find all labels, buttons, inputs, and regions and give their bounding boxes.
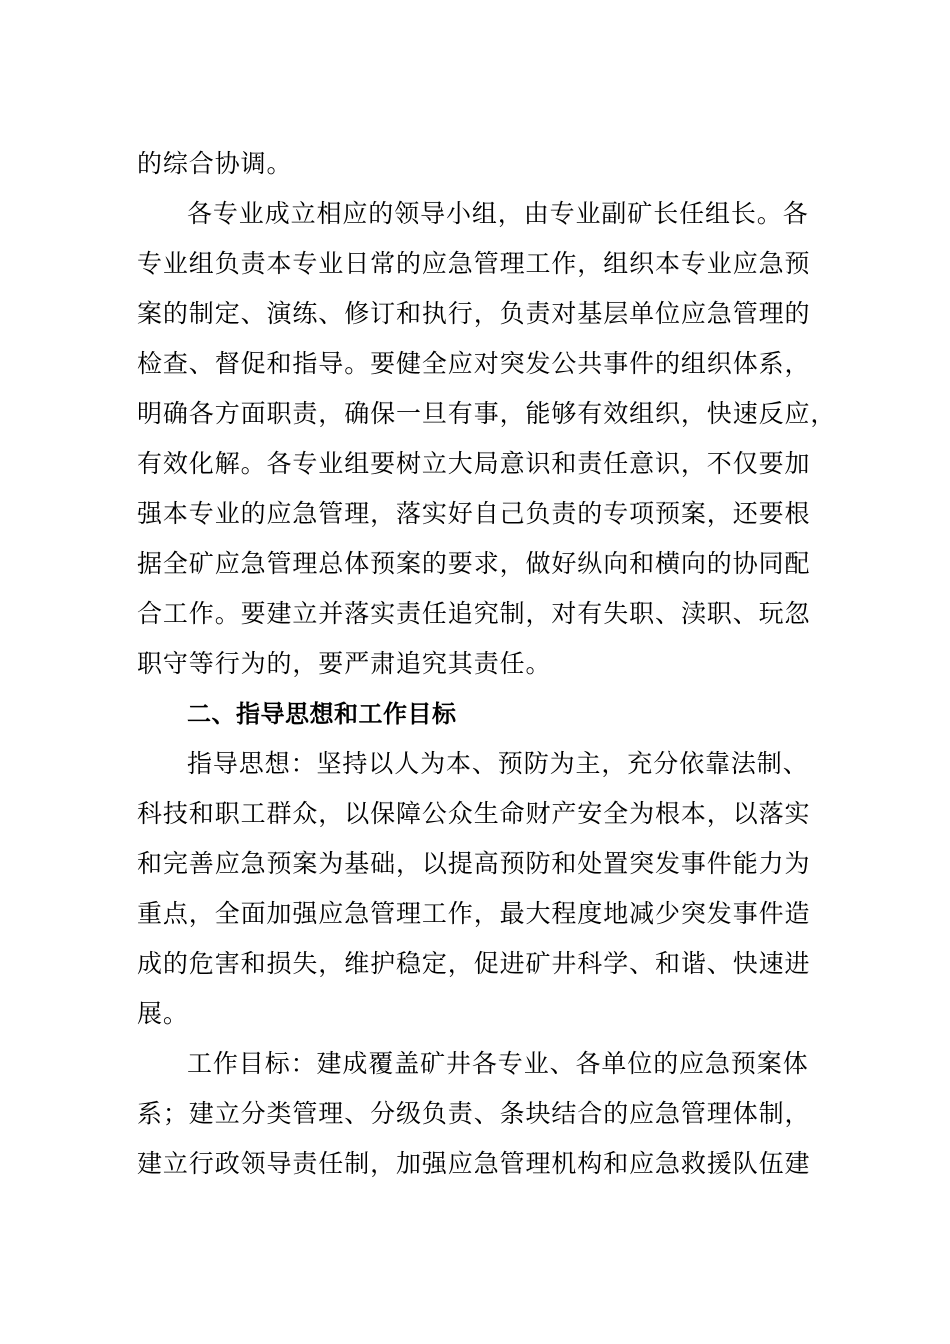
section-heading: 二、指导思想和工作目标 (187, 700, 457, 728)
text-line: 专业组负责本专业日常的应急管理工作，组织本专业应急预 (137, 249, 811, 278)
paragraph-first-line: 各专业成立相应的领导小组，由专业副矿长任组长。各 (187, 199, 809, 228)
text-line: 系；建立分类管理、分级负责、条块结合的应急管理体制， (137, 1099, 811, 1128)
text-line: 据全矿应急管理总体预案的要求，做好纵向和横向的协同配 (137, 549, 811, 578)
text-line: 明确各方面职责，确保一旦有事，能够有效组织，快速反应， (137, 399, 837, 428)
text-line: 有效化解。各专业组要树立大局意识和责任意识，不仅要加 (137, 449, 811, 478)
text-line: 职守等行为的，要严肃追究其责任。 (137, 649, 552, 678)
text-line: 合工作。要建立并落实责任追究制，对有失职、渎职、玩忽 (137, 599, 811, 628)
text-line: 重点，全面加强应急管理工作，最大程度地减少突发事件造 (137, 899, 811, 928)
text-line: 建立行政领导责任制，加强应急管理机构和应急救援队伍建 (137, 1149, 811, 1178)
paragraph-first-line: 指导思想：坚持以人为本、预防为主，充分依靠法制、 (187, 749, 809, 778)
text-line: 案的制定、演练、修订和执行，负责对基层单位应急管理的 (137, 299, 811, 328)
text-line: 成的危害和损失，维护稳定，促进矿井科学、和谐、快速进 (137, 949, 811, 978)
text-line: 展。 (137, 999, 189, 1028)
text-line: 检查、督促和指导。要健全应对突发公共事件的组织体系， (137, 349, 811, 378)
paragraph-first-line: 工作目标：建成覆盖矿井各专业、各单位的应急预案体 (187, 1049, 809, 1078)
text-line: 和完善应急预案为基础，以提高预防和处置突发事件能力为 (137, 849, 811, 878)
text-line: 科技和职工群众，以保障公众生命财产安全为根本，以落实 (137, 799, 811, 828)
text-line: 强本专业的应急管理，落实好自己负责的专项预案，还要根 (137, 499, 811, 528)
text-line: 的综合协调。 (137, 149, 293, 178)
